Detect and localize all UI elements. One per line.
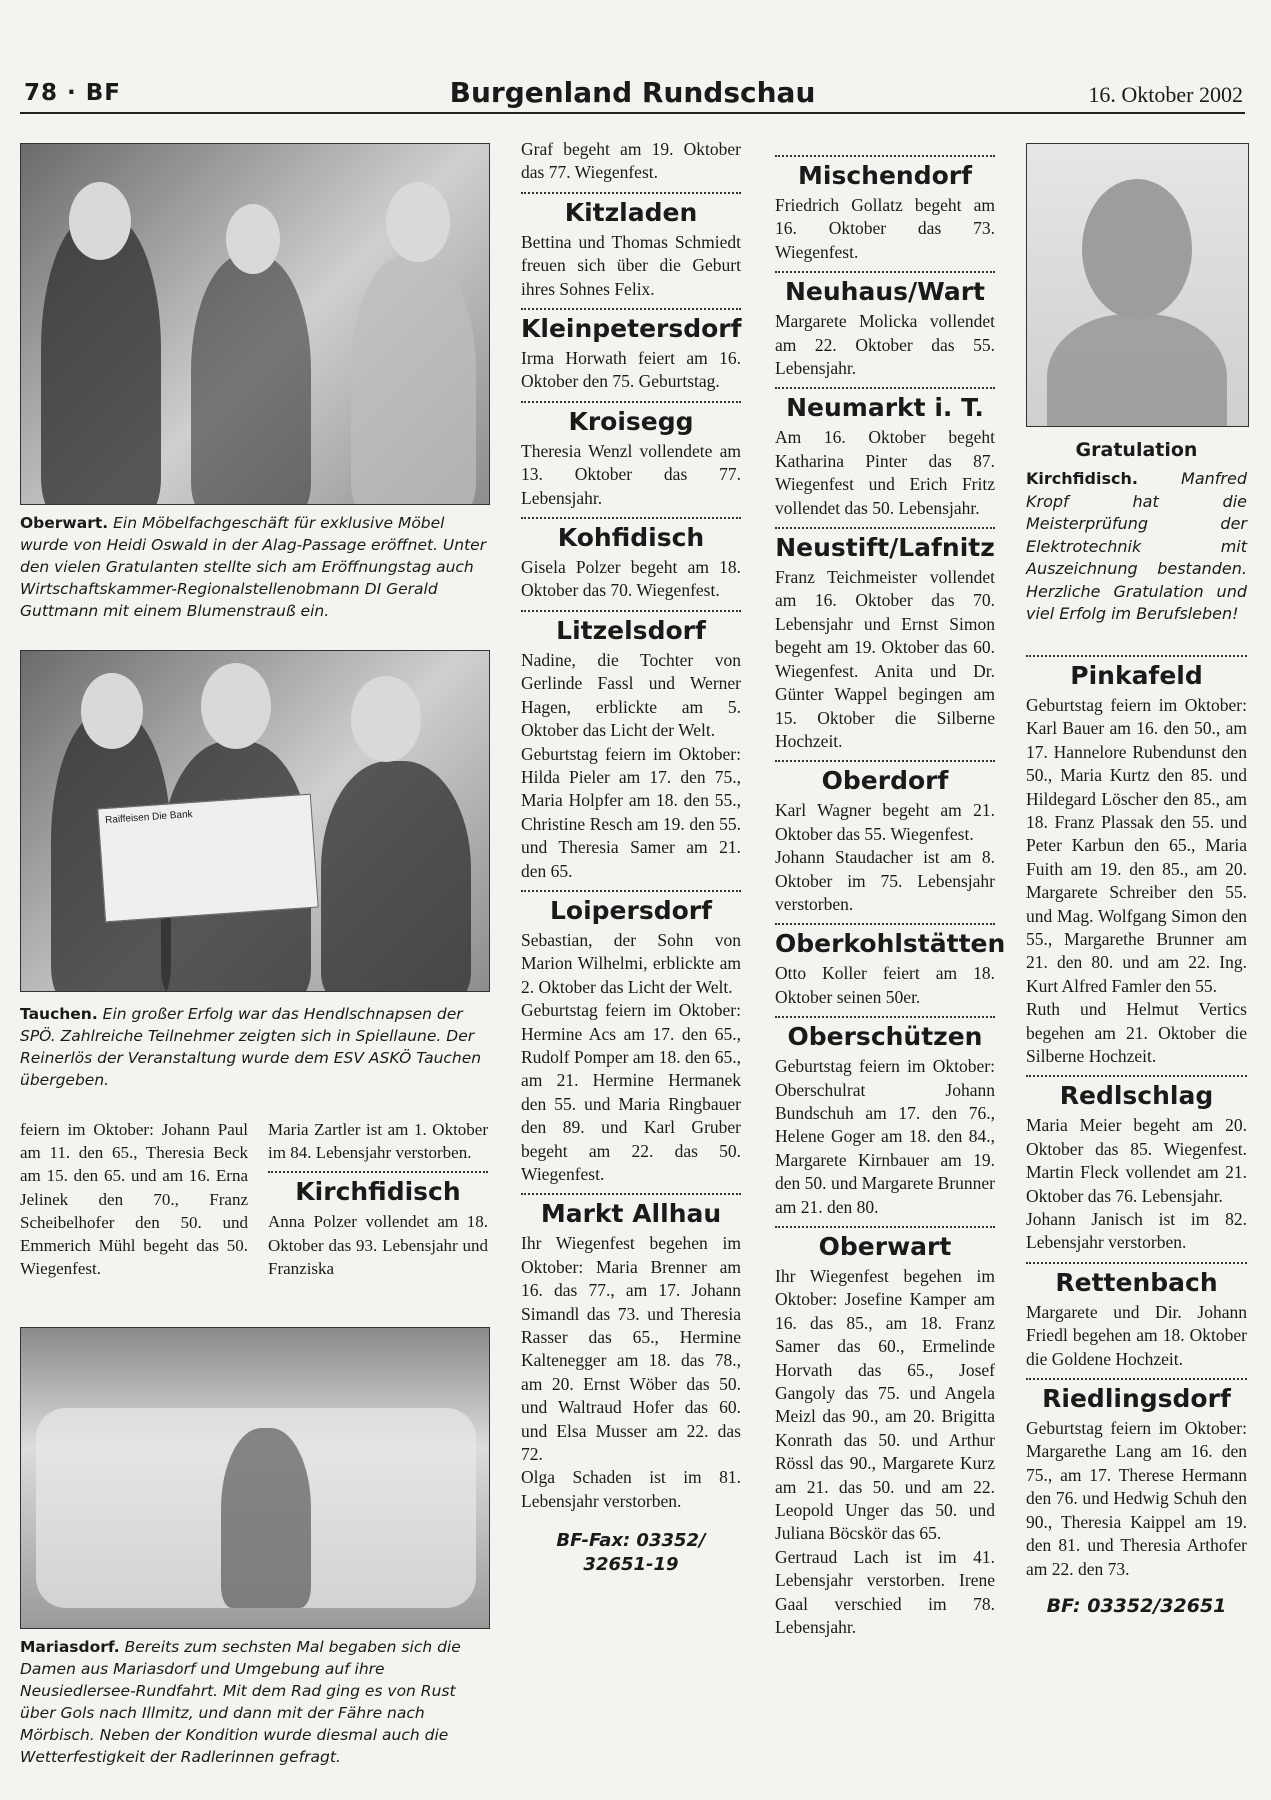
dotted-divider	[775, 155, 995, 157]
section-heading: Riedlingsdorf	[1042, 1384, 1231, 1414]
dotted-divider	[521, 517, 741, 519]
column-1a	[20, 1118, 248, 1280]
section-heading: Kohfidisch	[557, 523, 705, 553]
column-1b	[268, 1118, 488, 1280]
article-text: Franz Teichmeister vollendet am 16. Oktober das 70. Lebensjahr und Ernst Simon begeht am 19. Oktober das 60. Wiegenfest. Anita und Dr. Günter Wappel begingen am 15. Oktober die Silberne Hochzeit.	[775, 567, 995, 751]
article-text: Gertraud Lach ist im 41. Lebensjahr verstorben. Irene Gaal verschied im 78. Lebensjahr.	[775, 1546, 995, 1638]
page-number: 78 · BF	[24, 80, 122, 106]
article-text: Graf begeht am 19. Oktober das 77. Wiegenfest.	[521, 139, 741, 183]
article-text: Am 16. Oktober begeht Katharina Pinter das 87. Wiegenfest und Erich Fritz vollendet das 50. Lebensjahr.	[775, 427, 995, 518]
section-heading: Litzelsdorf	[556, 615, 706, 645]
article-text: Nadine, die Tochter von Gerlinde Fassl und Werner Hagen, erblickte am 5. Oktober das Licht der Welt.	[521, 649, 741, 741]
issue-date: 16. Oktober 2002	[1088, 82, 1243, 107]
dotted-divider	[775, 271, 995, 273]
section-heading: Neumarkt i. T.	[786, 393, 984, 423]
article-text: Geburtstag feiern im Oktober: Hilda Pieler am 17. den 75., Maria Holpfer am 18. den 55., Christine Resch am 19. den 55. und Theresia Samer am 21. den 65.	[521, 743, 741, 881]
article-text: Irma Horwath feiert am 16. Oktober den 75. Geburtstag.	[521, 348, 741, 392]
section-heading: Neuhaus/Wart	[785, 277, 985, 307]
article-text: Johann Staudacher ist am 8. Oktober im 75. Lebensjahr verstorben.	[775, 847, 995, 914]
caption-place: Tauchen.	[20, 1005, 98, 1023]
section-heading: Oberkohlstätten	[775, 929, 1006, 959]
section-heading: Pinkafeld	[1070, 660, 1203, 690]
article-text: Margarete Molicka vollendet am 22. Oktober das 55. Lebensjahr.	[775, 311, 995, 379]
article-text: Margarete und Dir. Johann Friedl begehen am 18. Oktober die Goldene Hochzeit.	[1026, 1301, 1247, 1369]
section-heading: Kitzladen	[564, 197, 698, 227]
article-text: Ruth und Helmut Vertics begehen am 21. Oktober die Silberne Hochzeit.	[1026, 999, 1247, 1066]
bf-phone: BF: 03352/32651	[1046, 1594, 1227, 1617]
dotted-divider	[521, 890, 741, 892]
section-heading: Oberwart	[818, 1232, 952, 1261]
dotted-divider	[268, 1171, 488, 1173]
section-heading: Markt Allhau	[540, 1199, 722, 1229]
article-text: Maria Zartler ist am 1. Oktober im 84. Lebensjahr verstorben.	[268, 1120, 488, 1163]
gratulation-heading: Gratulation	[1075, 439, 1198, 461]
section-heading: Redlschlag	[1059, 1081, 1214, 1111]
article-text: Olga Schaden ist im 81. Lebensjahr verstorben.	[521, 1467, 741, 1511]
portrait-manfred-kropf	[1026, 143, 1249, 427]
caption-text: Bereits zum sechsten Mal begaben sich die Damen aus Mariasdorf und Umgebung auf ihre Neusiedlersee-Rundfahrt. Mit dem Rad ging es von Rust über Gols nach Illmitz, und dann mit der Fähre nach Mörbisch. Neben der Kondition wurde diesmal auch die Wetterfestigkeit der Radlerinnen gefragt.	[20, 1638, 461, 1766]
article-text: Geburtstag feiern im Oktober: Karl Bauer am 16. den 50., am 17. Hannelore Rubendunst den 50., Maria Kurtz den 85. und Hildegard Löscher den 85., am 18. Franz Plassak den 55. und Peter Karbun den 65., Maria Fuith am 19. den 85., am 20. Margarete Schreiber den 55. und Mag. Wolfgang Simon den 55., Margarethe Brunner am 21. den 80. und am 22. Ing. Kurt Alfred Famler den 55.	[1026, 694, 1247, 996]
section-heading: Kleinpetersdorf	[521, 314, 742, 344]
article-text: Geburtstag feiern im Oktober: Hermine Acs am 17. den 65., Rudolf Pomper am 18. den 65., am 21. Hermine Hermanek den 55. und Maria Ringbauer den 89. und Karl Gruber begeht am 22. das 50. Wiegenfest.	[521, 1000, 741, 1184]
gratulation-body: Manfred Kropf hat die Meisterprüfung der Elektrotechnik mit Auszeichnung bestanden. Herzliche Gratulation und viel Erfolg im Berufsleben!	[1026, 469, 1247, 624]
dotted-divider	[775, 1226, 995, 1228]
caption-place: Mariasdorf.	[20, 1638, 120, 1656]
dotted-divider	[775, 923, 995, 925]
dotted-divider	[521, 192, 741, 194]
gratulation-place: Kirchfidisch.	[1026, 469, 1138, 489]
section-heading: Kirchfidisch	[295, 1177, 461, 1207]
section-heading: Oberdorf	[821, 766, 949, 796]
article-text: Ihr Wiegenfest begehen im Oktober: Josefine Kamper am 16. das 85., am 18. Franz Samer das 60., Ermelinde Horvath das 65., Josef Gangoly das 75. und Angela Meizl das 90., am 20. Brigitta Konrath das 50. und Arthur Rössl das 90., Margarete Kurz am 21. das 50. und am 22. Leopold Unger das 50. und Juliana Böcskör das 65.	[775, 1266, 995, 1544]
photo-tauchen	[20, 650, 490, 992]
article-text: feiern im Oktober: Johann Paul am 11. den 65., Theresia Beck am 15. den 65. und am 16. Erna Jelinek den 70., Franz Scheibelhofer den 50. und Emmerich Mühl begeht das 50. Wiegenfest.	[20, 1120, 248, 1279]
dotted-divider	[1026, 1075, 1247, 1077]
caption-mariasdorf	[20, 1636, 488, 1768]
article-text: Johann Janisch ist im 82. Lebensjahr verstorben.	[1026, 1209, 1247, 1253]
section-heading: Loipersdorf	[549, 895, 712, 925]
section-heading: Kroisegg	[568, 406, 694, 436]
article-text: Maria Meier begeht am 20. Oktober das 85. Wiegenfest. Martin Fleck vollendet am 21. Oktober das 76. Lebensjahr.	[1026, 1115, 1247, 1206]
section-heading: Mischendorf	[798, 161, 972, 190]
dotted-divider	[775, 387, 995, 389]
article-text: Geburtstag feiern im Oktober: Margarethe Lang am 16. den 75., am 17. Therese Hermann den 76. und Hedwig Schuh den 90., Theresia Kaippel am 19. den 81. und Theresia Arthofer am 22. den 73.	[1026, 1418, 1247, 1579]
article-text: Theresia Wenzl vollendete am 13. Oktober das 77. Lebensjahr.	[521, 440, 741, 508]
column-4	[1026, 425, 1247, 1618]
article-text: Sebastian, der Sohn von Marion Wilhelmi, erblickte am 2. Oktober das Licht der Welt.	[521, 929, 741, 997]
fax-number: BF-Fax: 03352/ 32651-19	[556, 1530, 706, 1576]
article-text: Bettina und Thomas Schmiedt freuen sich über die Geburt ihres Sohnes Felix.	[521, 231, 741, 299]
check-prop: Raiffeisen Die Bank	[97, 794, 318, 923]
dotted-divider	[521, 308, 741, 310]
photo-mariasdorf	[20, 1327, 490, 1629]
section-heading: Oberschützen	[787, 1022, 983, 1052]
article-text: Ihr Wiegenfest begehen im Oktober: Maria Brenner am 16. das 77., am 17. Johann Simandl das 73. und Theresia Rasser das 65., Hermine Kaltenegger am 18. das 78., am 20. Ernst Wöber das 50. und Waltraud Hofer das 60. und Elsa Musser am 22. das 72.	[521, 1233, 741, 1465]
article-text: Karl Wagner begeht am 21. Oktober das 55. Wiegenfest.	[775, 800, 995, 844]
article-text: Friedrich Gollatz begeht am 16. Oktober das 73. Wiegenfest.	[775, 195, 995, 262]
dotted-divider	[1026, 1378, 1247, 1380]
section-heading: Neustift/Lafnitz	[775, 533, 995, 563]
dotted-divider	[521, 1193, 741, 1195]
dotted-divider	[775, 760, 995, 762]
article-text: Gisela Polzer begeht am 18. Oktober das 70. Wiegenfest.	[521, 557, 741, 601]
caption-place: Oberwart.	[20, 514, 109, 532]
dotted-divider	[521, 610, 741, 612]
dotted-divider	[521, 401, 741, 403]
dotted-divider	[775, 527, 995, 529]
caption-tauchen	[20, 1003, 488, 1091]
dotted-divider	[775, 1016, 995, 1018]
newspaper-title: Burgenland Rundschau	[449, 76, 816, 109]
article-text: Geburtstag feiern im Oktober: Oberschulrat Johann Bundschuh am 17. den 76., Helene Goger am 18. den 84., Margarete Kirnbauer am 19. den 50. und Margarete Brunner am 21. den 80.	[775, 1056, 995, 1217]
page-header	[20, 70, 1245, 114]
dotted-divider	[1026, 1262, 1247, 1264]
article-text: Otto Koller feiert am 18. Oktober seinen 50er.	[775, 963, 995, 1007]
photo-oberwart	[20, 143, 490, 505]
caption-oberwart	[20, 512, 488, 622]
gratulation-text	[1026, 468, 1247, 626]
column-2	[521, 138, 741, 1577]
column-3	[775, 148, 1006, 1640]
caption-text: Ein Möbelfachgeschäft für exklusive Möbel wurde von Heidi Oswald in der Alag-Passage eröffnet. Unter den vielen Gratulanten stellte sich am Eröffnungstag auch Wirtschaftskammer-Regionalstellenobmann DI Gerald Guttmann mit einem Blumenstrauß ein.	[20, 514, 487, 620]
article-text: Anna Polzer vollendet am 18. Oktober das 93. Lebensjahr und Franziska	[268, 1212, 488, 1278]
section-heading: Rettenbach	[1055, 1267, 1218, 1297]
caption-text: Ein großer Erfolg war das Hendlschnapsen der SPÖ. Zahlreiche Teilnehmer zeigten sich in Spiellaune. Der Reinerlös der Veranstaltung wurde dem ESV ASKÖ Tauchen übergeben.	[20, 1005, 482, 1089]
dotted-divider	[1026, 655, 1247, 657]
